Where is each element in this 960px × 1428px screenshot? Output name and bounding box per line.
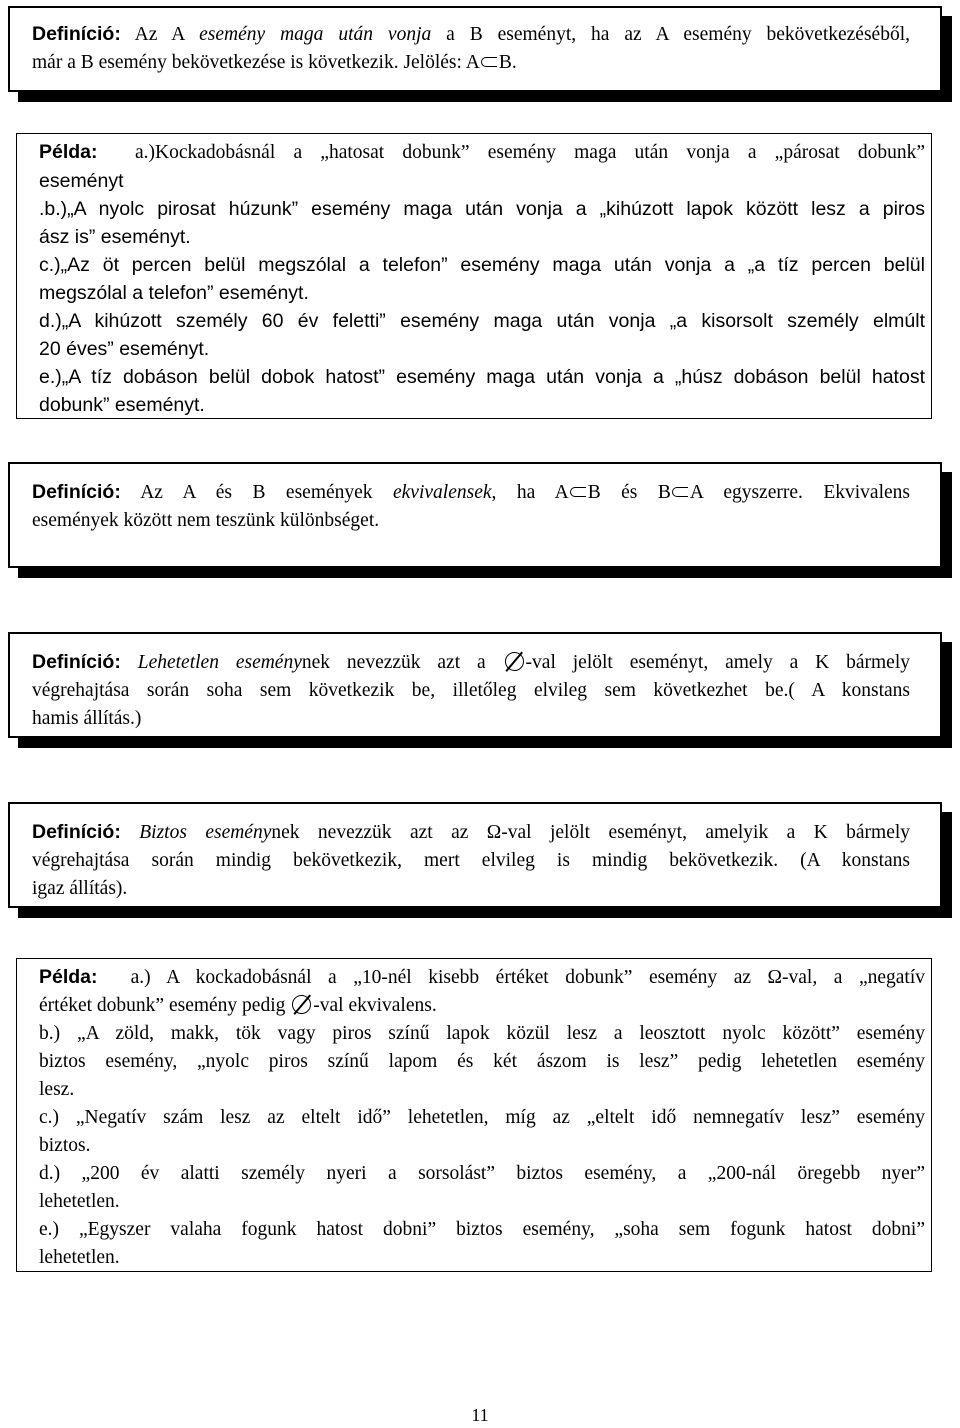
definition-line: Definíció: Az A esemény maga után vonja a B eseményt, ha az A esemény bekövetkezéséből, [32,23,910,45]
definition-box-certain-event [8,802,942,908]
example-line: b.) „A zöld, makk, tök vagy piros színű lapok közül lesz a leosztott nyolc között” esemény [39,1023,925,1044]
example-line: c.) „Negatív szám lesz az eltelt idő” lehetetlen, míg az „eltelt idő nemnegatív lesz” esemény [39,1107,925,1128]
example-line: lesz. [39,1079,75,1100]
definition-label: Definíció: [32,651,121,673]
example-line: .b.)„A nyolc pirosat húzunk” esemény maga után vonja a „kihúzott lapok között lesz a piros [39,198,925,220]
example-line: biztos. [39,1135,91,1156]
definition-line: végrehajtása során soha sem következik be, illetőleg elvileg sem következhet be.( A konstans [32,680,910,701]
example-line: lehetetlen. [39,1191,120,1212]
example-line: e.) „Egyszer valaha fogunk hatost dobni” biztos esemény, „soha sem fogunk hatost dobni” [39,1219,925,1240]
example-label: Példa: [39,966,98,988]
example-line: biztos esemény, „nyolc piros színű lapom és két ászom is lesz” pedig lehetetlen esemény [39,1051,925,1072]
example-line: Példa: a.)Kockadobásnál a „hatosat dobunk” esemény maga után vonja a „párosat dobunk” [39,141,925,163]
example-line: c.)„Az öt percen belül megszólal a telefon” esemény maga után vonja a „a tíz percen belül [39,254,925,276]
subset-symbol [570,487,586,497]
example-line: lehetetlen. [39,1247,120,1268]
definition-line: igaz állítás). [32,878,128,899]
page-number: 11 [471,1405,489,1425]
example-box-implication [16,133,932,419]
example-line: 20 éves” eseményt. [39,338,210,360]
subset-symbol [481,57,497,67]
example-line: értéket dobunk” esemény pedig -val ekvivalens. [39,995,437,1016]
definition-line: események között nem teszünk különbséget. [32,510,380,531]
example-label: Példa: [39,141,98,163]
definition-line: már a B esemény bekövetkezése is következik. Jelölés: A B. [32,52,517,73]
example-line: dobunk” eseményt. [39,394,205,416]
example-line: d.)„A kihúzott személy 60 év feletti” esemény maga után vonja „a kisorsolt személy elmúlt [39,310,925,332]
example-line: Példa: a.) A kockadobásnál a „10-nél kisebb értéket dobunk” esemény az Ω-val, a „negatív [39,966,925,988]
example-line: d.) „200 év alatti személy nyeri a sorsolást” biztos esemény, a „200-nál öregebb nyer” [39,1163,925,1184]
example-line: eseményt [39,170,124,192]
empty-set-icon [505,652,524,671]
definition-label: Definíció: [32,481,121,503]
empty-set-icon [292,995,311,1014]
definition-line: hamis állítás.) [32,708,142,729]
example-line: megszólal a telefon” eseményt. [39,282,309,304]
subset-symbol [672,487,688,497]
definition-box-implication [8,6,942,92]
definition-line: végrehajtása során mindig bekövetkezik, mert elvileg is mindig bekövetkezik. (A konstans [32,850,910,871]
definition-label: Definíció: [32,821,121,843]
definition-line: Definíció: Biztos eseménynek nevezzük azt az Ω-val jelölt eseményt, amelyik a K bármely [32,821,911,843]
definition-label: Definíció: [32,23,121,45]
example-box-equivalence [16,958,932,1272]
definition-box-equivalence [8,462,942,568]
definition-box-impossible-event [8,632,942,738]
example-line: e.)„A tíz dobáson belül dobok hatost” esemény maga után vonja a „húsz dobáson belül hatost [39,366,925,388]
definition-line: Definíció: Lehetetlen eseménynek nevezzük azt a -val jelölt eseményt, amely a K bármely [32,651,910,673]
example-line: ász is” eseményt. [39,226,191,248]
definition-line: Definíció: Az A és B események ekvivalensek, ha A B és B A egyszerre. Ekvivalens [32,481,910,503]
